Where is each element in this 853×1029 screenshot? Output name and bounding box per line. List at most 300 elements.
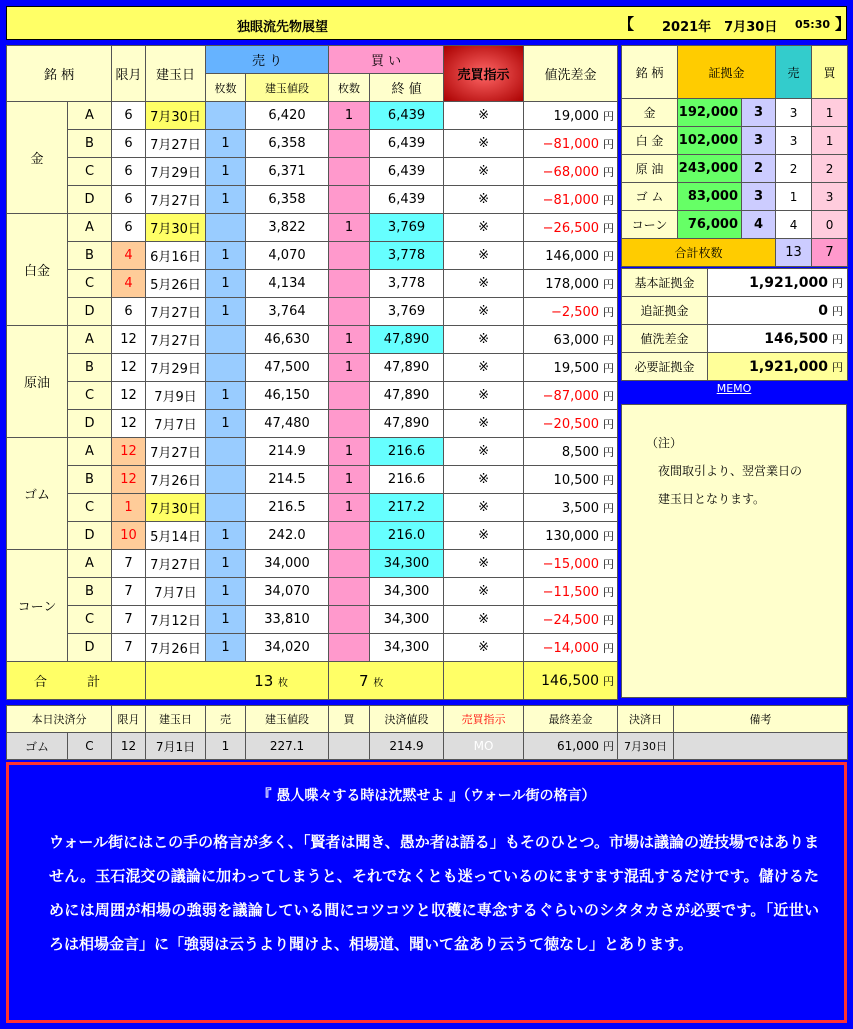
entry-price: 46,630 (246, 326, 329, 354)
margin-sell-count: 4 (776, 211, 812, 239)
position-row (7, 298, 618, 326)
margin-buy-count: 0 (812, 211, 848, 239)
margin-row (622, 99, 848, 127)
buy-count (329, 606, 370, 634)
settlement-table (6, 705, 848, 760)
entry-date: 7月29日 (146, 158, 206, 186)
entry-price: 34,020 (246, 634, 329, 662)
summary-row (622, 269, 848, 297)
buy-count (329, 158, 370, 186)
contract-month: 12 (112, 466, 146, 494)
summary-value: 0 円 (708, 297, 848, 325)
margin-row (622, 211, 848, 239)
close-price: 47,890 (370, 410, 444, 438)
page-title: 独眼流先物展望 (237, 20, 329, 35)
close-price: 3,769 (370, 298, 444, 326)
memo-line: 建玉日となります。 (658, 492, 766, 506)
total-row (7, 662, 618, 700)
close-price: 34,300 (370, 578, 444, 606)
mark-to-market-diff: −20,500 円 (524, 410, 618, 438)
margin-commodity: 金 (622, 99, 678, 127)
entry-date: 5月14日 (146, 522, 206, 550)
entry-date: 7月26日 (146, 466, 206, 494)
entry-price: 214.5 (246, 466, 329, 494)
margin-buy-count: 2 (812, 155, 848, 183)
position-label: C (68, 270, 112, 298)
col-header-buy-count: 枚数 (329, 74, 370, 102)
col-header-owarine: 終 値 (370, 74, 444, 102)
mark-to-market-diff: 10,500 円 (524, 466, 618, 494)
sell-count: 1 (206, 606, 246, 634)
col-header-meigara: 銘 柄 (7, 46, 112, 102)
margin-header-buy: 買 (812, 46, 848, 99)
sell-count (206, 438, 246, 466)
settle-buy (329, 733, 370, 760)
position-row (7, 102, 618, 130)
position-label: C (68, 382, 112, 410)
quote-title: 『 愚人喋々する時は沈黙せよ 』（ウォール街の格言） (257, 788, 596, 804)
close-price: 216.6 (370, 466, 444, 494)
sell-count: 1 (206, 522, 246, 550)
margin-header-margin: 証拠金 (678, 46, 776, 99)
col-header-tategyokubi: 建玉日 (146, 46, 206, 102)
mark-to-market-diff: −15,000 円 (524, 550, 618, 578)
buy-count: 1 (329, 326, 370, 354)
position-row (7, 578, 618, 606)
summary-table (621, 268, 848, 381)
trade-signal: ※ (444, 158, 524, 186)
entry-price: 34,070 (246, 578, 329, 606)
buy-count (329, 298, 370, 326)
settle-entry-price: 227.1 (246, 733, 329, 760)
entry-date: 7月30日 (146, 102, 206, 130)
position-row (7, 522, 618, 550)
entry-date: 7月27日 (146, 130, 206, 158)
close-price: 217.2 (370, 494, 444, 522)
position-label: A (68, 438, 112, 466)
close-price: 34,300 (370, 606, 444, 634)
sell-count: 1 (206, 550, 246, 578)
sell-count (206, 214, 246, 242)
sell-count: 1 (206, 410, 246, 438)
position-count: 2 (742, 155, 776, 183)
close-price: 34,300 (370, 634, 444, 662)
margin-sell-count: 1 (776, 183, 812, 211)
mark-to-market-diff: −11,500 円 (524, 578, 618, 606)
settle-commodity: ゴム (7, 733, 68, 760)
sell-count (206, 354, 246, 382)
position-label: D (68, 522, 112, 550)
close-price: 6,439 (370, 130, 444, 158)
commodity-name: 白金 (7, 214, 68, 326)
report-date: 2021年 7月30日 (662, 20, 778, 35)
margin-total-label: 合計枚数 (622, 239, 776, 267)
buy-count (329, 550, 370, 578)
position-label: B (68, 578, 112, 606)
entry-price: 47,480 (246, 410, 329, 438)
entry-price: 6,358 (246, 186, 329, 214)
position-label: A (68, 326, 112, 354)
mark-to-market-diff: 19,000 円 (524, 102, 618, 130)
close-price: 47,890 (370, 382, 444, 410)
sell-count: 1 (206, 270, 246, 298)
close-price: 6,439 (370, 102, 444, 130)
position-row (7, 382, 618, 410)
close-price: 47,890 (370, 326, 444, 354)
buy-count: 1 (329, 494, 370, 522)
memo-line: 夜間取引より、翌営業日の (658, 464, 803, 478)
col-header-uri: 売 り (206, 46, 329, 74)
contract-month: 12 (112, 354, 146, 382)
total-sell-count: 13 枚 (146, 662, 329, 700)
trade-signal: ※ (444, 606, 524, 634)
position-label: D (68, 410, 112, 438)
position-label: A (68, 550, 112, 578)
position-count: 3 (742, 127, 776, 155)
position-row (7, 158, 618, 186)
commodity-name: ゴム (7, 438, 68, 550)
margin-header-sell: 売 (776, 46, 812, 99)
close-price: 47,890 (370, 354, 444, 382)
buy-count: 1 (329, 214, 370, 242)
mark-to-market-diff: −81,000 円 (524, 186, 618, 214)
margin-commodity: ゴ ム (622, 183, 678, 211)
trade-signal: ※ (444, 102, 524, 130)
contract-month: 7 (112, 578, 146, 606)
mark-to-market-diff: 146,000 円 (524, 242, 618, 270)
buy-count (329, 578, 370, 606)
sell-count: 1 (206, 634, 246, 662)
col-header-signal: 売買指示 (444, 46, 524, 102)
position-label: B (68, 466, 112, 494)
margin-commodity: 白 金 (622, 127, 678, 155)
buy-count: 1 (329, 354, 370, 382)
position-label: D (68, 298, 112, 326)
summary-value: 1,921,000 円 (708, 353, 848, 381)
commodity-name: 原油 (7, 326, 68, 438)
mark-to-market-diff: −68,000 円 (524, 158, 618, 186)
position-count: 4 (742, 211, 776, 239)
position-count: 3 (742, 99, 776, 127)
summary-label: 必要証拠金 (622, 353, 708, 381)
settle-note (674, 733, 848, 760)
settle-date: 7月30日 (618, 733, 674, 760)
mark-to-market-diff: 3,500 円 (524, 494, 618, 522)
entry-price: 46,150 (246, 382, 329, 410)
col-header-sell-count: 枚数 (206, 74, 246, 102)
margin-buy-count: 1 (812, 127, 848, 155)
settle-entry-date: 7月1日 (146, 733, 206, 760)
date-bracket-open: 【 (619, 15, 635, 33)
contract-month: 10 (112, 522, 146, 550)
mark-to-market-diff: −26,500 円 (524, 214, 618, 242)
position-row (7, 438, 618, 466)
position-label: B (68, 354, 112, 382)
trade-signal: ※ (444, 382, 524, 410)
entry-date: 7月26日 (146, 634, 206, 662)
mark-to-market-diff: 178,000 円 (524, 270, 618, 298)
buy-count (329, 186, 370, 214)
margin-commodity: 原 油 (622, 155, 678, 183)
close-price: 3,778 (370, 242, 444, 270)
col-header-entry-price: 建玉値段 (246, 74, 329, 102)
position-row (7, 494, 618, 522)
sell-count: 1 (206, 158, 246, 186)
margin-row (622, 183, 848, 211)
date-bracket-close: 】 (835, 15, 851, 33)
mark-to-market-diff: −14,000 円 (524, 634, 618, 662)
position-label: A (68, 102, 112, 130)
summary-row (622, 325, 848, 353)
settlement-header: 本日決済分 (7, 706, 112, 733)
position-row (7, 326, 618, 354)
mark-to-market-diff: 63,000 円 (524, 326, 618, 354)
buy-count: 1 (329, 466, 370, 494)
entry-price: 216.5 (246, 494, 329, 522)
trade-signal: ※ (444, 326, 524, 354)
close-price: 216.6 (370, 438, 444, 466)
position-label: A (68, 214, 112, 242)
entry-date: 7月9日 (146, 382, 206, 410)
buy-count (329, 242, 370, 270)
settlement-header: 買 (329, 706, 370, 733)
trade-signal: ※ (444, 130, 524, 158)
margin-sell-count: 3 (776, 127, 812, 155)
position-row (7, 550, 618, 578)
entry-date: 5月26日 (146, 270, 206, 298)
contract-month: 7 (112, 550, 146, 578)
margin-amount: 243,000 (678, 155, 742, 183)
settlement-header: 限月 (112, 706, 146, 733)
memo-box (621, 404, 847, 698)
summary-value: 1,921,000 円 (708, 269, 848, 297)
positions-table (6, 45, 618, 700)
buy-count: 1 (329, 102, 370, 130)
entry-price: 3,764 (246, 298, 329, 326)
trade-signal: ※ (444, 410, 524, 438)
trade-signal: ※ (444, 634, 524, 662)
summary-label: 追証拠金 (622, 297, 708, 325)
position-row (7, 214, 618, 242)
settlement-header: 売買指示 (444, 706, 524, 733)
close-price: 216.0 (370, 522, 444, 550)
settle-diff: 61,000 円 (524, 733, 618, 760)
trade-signal: ※ (444, 494, 524, 522)
settlement-row (7, 733, 848, 760)
contract-month: 6 (112, 186, 146, 214)
mark-to-market-diff: −24,500 円 (524, 606, 618, 634)
entry-price: 242.0 (246, 522, 329, 550)
mark-to-market-diff: −2,500 円 (524, 298, 618, 326)
mark-to-market-diff: −87,000 円 (524, 382, 618, 410)
commodity-name: 金 (7, 102, 68, 214)
settlement-header: 決済値段 (370, 706, 444, 733)
col-header-kai: 買 い (329, 46, 444, 74)
trade-signal: ※ (444, 354, 524, 382)
margin-amount: 83,000 (678, 183, 742, 211)
position-row (7, 354, 618, 382)
summary-row (622, 353, 848, 381)
mark-to-market-diff: 8,500 円 (524, 438, 618, 466)
buy-count (329, 634, 370, 662)
margin-row (622, 155, 848, 183)
position-label: B (68, 130, 112, 158)
trade-signal: ※ (444, 578, 524, 606)
margin-buy-count: 3 (812, 183, 848, 211)
position-label: D (68, 634, 112, 662)
settle-sell: 1 (206, 733, 246, 760)
quote-box (6, 762, 847, 1023)
entry-date: 7月27日 (146, 186, 206, 214)
total-buy-count: 7 枚 (329, 662, 444, 700)
sell-count (206, 494, 246, 522)
buy-count (329, 522, 370, 550)
contract-month: 12 (112, 410, 146, 438)
margin-amount: 102,000 (678, 127, 742, 155)
buy-count (329, 270, 370, 298)
position-row (7, 270, 618, 298)
sell-count: 1 (206, 578, 246, 606)
summary-row (622, 297, 848, 325)
memo-line: （注） (646, 436, 683, 450)
entry-price: 6,371 (246, 158, 329, 186)
entry-price: 34,000 (246, 550, 329, 578)
settle-signal: MO (444, 733, 524, 760)
close-price: 6,439 (370, 186, 444, 214)
entry-date: 7月7日 (146, 410, 206, 438)
settlement-header: 建玉値段 (246, 706, 329, 733)
settlement-header: 建玉日 (146, 706, 206, 733)
margin-buy-count: 1 (812, 99, 848, 127)
contract-month: 6 (112, 102, 146, 130)
contract-month: 6 (112, 214, 146, 242)
contract-month: 4 (112, 270, 146, 298)
quote-body: ウォール街にはこの手の格言が多く、「賢者は聞き、愚か者は語る」もそのひとつ。市場は議論の遊技場ではありません。玉石混交の議論に加わってしまうと、それでなくとも迷っているのにますます混乱するだけです。儲けるためには周囲が相場の強弱を議論している間にコツコツと収穫に専念するぐらいのシタタカさが必要です。「近世いろは相場金言」に「強弱は云うより聞けよ、相場道、聞いて盆あり云うて徳なし」とあります。 (49, 833, 819, 953)
margin-table (621, 45, 848, 267)
position-row (7, 466, 618, 494)
position-row (7, 410, 618, 438)
trade-signal: ※ (444, 298, 524, 326)
mark-to-market-diff: 19,500 円 (524, 354, 618, 382)
position-row (7, 634, 618, 662)
entry-date: 7月27日 (146, 438, 206, 466)
trade-signal: ※ (444, 550, 524, 578)
margin-row (622, 127, 848, 155)
trade-signal: ※ (444, 242, 524, 270)
contract-month: 1 (112, 494, 146, 522)
memo-heading[interactable]: MEMO (716, 382, 752, 395)
settlement-header: 決済日 (618, 706, 674, 733)
col-header-neara: 値洗差金 (524, 46, 618, 102)
sell-count (206, 102, 246, 130)
close-price: 3,778 (370, 270, 444, 298)
position-count: 3 (742, 183, 776, 211)
entry-price: 3,822 (246, 214, 329, 242)
margin-amount: 76,000 (678, 211, 742, 239)
margin-sell-count: 3 (776, 99, 812, 127)
summary-value: 146,500 円 (708, 325, 848, 353)
mark-to-market-diff: −81,000 円 (524, 130, 618, 158)
entry-date: 7月27日 (146, 326, 206, 354)
total-diff: 146,500 円 (524, 662, 618, 700)
entry-date: 6月16日 (146, 242, 206, 270)
sell-count (206, 466, 246, 494)
contract-month: 12 (112, 438, 146, 466)
entry-date: 7月29日 (146, 354, 206, 382)
col-header-gengetsu: 限月 (112, 46, 146, 102)
entry-date: 7月30日 (146, 494, 206, 522)
contract-month: 6 (112, 130, 146, 158)
trade-signal: ※ (444, 214, 524, 242)
settle-price: 214.9 (370, 733, 444, 760)
position-label: B (68, 242, 112, 270)
contract-month: 7 (112, 634, 146, 662)
margin-header-meigara: 銘 柄 (622, 46, 678, 99)
entry-date: 7月12日 (146, 606, 206, 634)
entry-date: 7月27日 (146, 298, 206, 326)
sell-count: 1 (206, 186, 246, 214)
position-label: D (68, 186, 112, 214)
buy-count (329, 382, 370, 410)
commodity-name: コーン (7, 550, 68, 662)
contract-month: 12 (112, 326, 146, 354)
contract-month: 7 (112, 606, 146, 634)
header-bar (6, 6, 851, 40)
trade-signal: ※ (444, 438, 524, 466)
margin-sell-count: 2 (776, 155, 812, 183)
position-label: C (68, 494, 112, 522)
total-label: 合 計 (7, 662, 146, 700)
settle-label: C (68, 733, 112, 760)
trade-signal: ※ (444, 270, 524, 298)
summary-label: 基本証拠金 (622, 269, 708, 297)
position-row (7, 186, 618, 214)
summary-label: 値洗差金 (622, 325, 708, 353)
entry-date: 7月30日 (146, 214, 206, 242)
settlement-header: 売 (206, 706, 246, 733)
close-price: 34,300 (370, 550, 444, 578)
sell-count: 1 (206, 130, 246, 158)
margin-commodity: コーン (622, 211, 678, 239)
buy-count (329, 130, 370, 158)
trade-signal: ※ (444, 522, 524, 550)
sell-count (206, 326, 246, 354)
contract-month: 6 (112, 298, 146, 326)
entry-price: 33,810 (246, 606, 329, 634)
buy-count: 1 (329, 438, 370, 466)
settle-month: 12 (112, 733, 146, 760)
position-row (7, 606, 618, 634)
close-price: 3,769 (370, 214, 444, 242)
entry-date: 7月27日 (146, 550, 206, 578)
entry-price: 4,070 (246, 242, 329, 270)
position-label: C (68, 158, 112, 186)
sell-count: 1 (206, 382, 246, 410)
contract-month: 4 (112, 242, 146, 270)
settlement-header: 最終差金 (524, 706, 618, 733)
position-row (7, 242, 618, 270)
buy-count (329, 410, 370, 438)
close-price: 6,439 (370, 158, 444, 186)
entry-price: 4,134 (246, 270, 329, 298)
trade-signal: ※ (444, 466, 524, 494)
margin-total-sell: 13 (776, 239, 812, 267)
entry-date: 7月7日 (146, 578, 206, 606)
entry-price: 6,358 (246, 130, 329, 158)
report-time: 05:30 (795, 18, 831, 31)
mark-to-market-diff: 130,000 円 (524, 522, 618, 550)
trade-signal: ※ (444, 186, 524, 214)
